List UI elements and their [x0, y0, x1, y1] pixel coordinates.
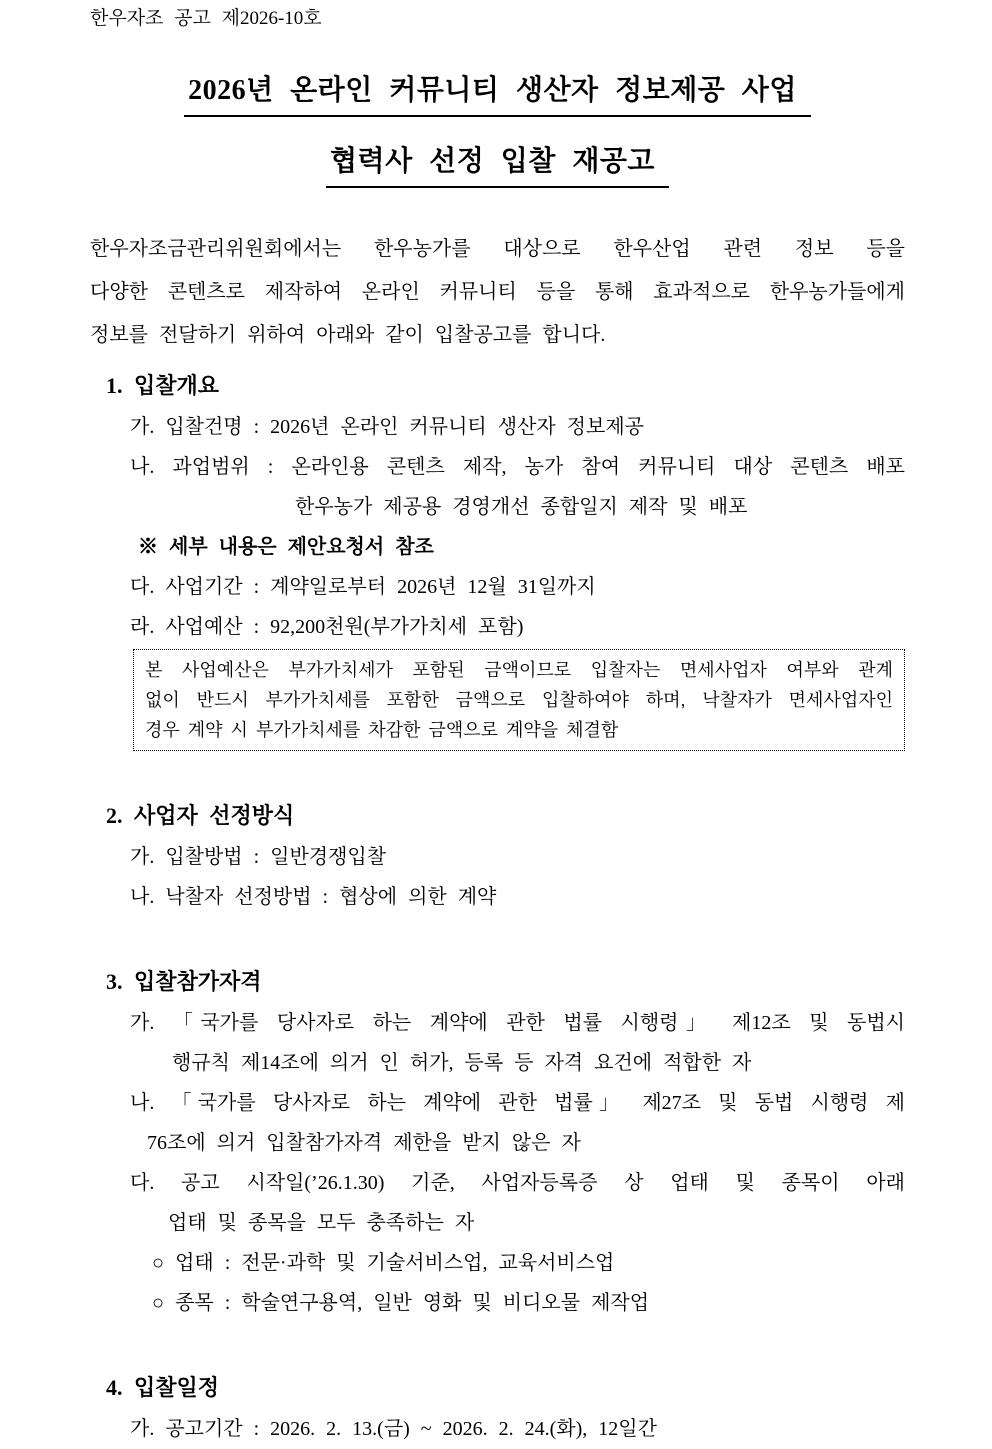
intro-line: 한우자조금관리위원회에서는 한우농가를 대상으로 한우산업 관련 정보 등을 — [90, 238, 905, 260]
doc-line: 나. 과업범위 : 온라인용 콘텐츠 제작, 농가 참여 커뮤니티 대상 콘텐츠 배포 — [130, 456, 905, 478]
doc-line: ○ 업태 : 전문·과학 및 기술서비스업, 교육서비스업 — [152, 1252, 615, 1274]
budget-note-line: 경우 계약 시 부가가치세를 차감한 금액으로 계약을 체결함 — [145, 720, 619, 740]
section-4 — [90, 1367, 905, 1449]
section-heading: 4. 입찰일정 — [106, 1375, 220, 1400]
section-heading: 2. 사업자 선정방식 — [106, 803, 295, 828]
sections-container — [90, 365, 905, 1449]
doc-line: 나. 「국가를 당사자로 하는 계약에 관한 법률」 제27조 및 동법 시행령 제 — [130, 1092, 905, 1114]
document-title-line1 — [90, 68, 905, 117]
document-title-text1: 2026년 온라인 커뮤니티 생산자 정보제공 사업 — [184, 68, 811, 117]
section-3 — [90, 961, 905, 1323]
intro-line: 정보를 전달하기 위하여 아래와 같이 입찰공고를 합니다. — [90, 324, 606, 346]
budget-note-line: 없이 반드시 부가가치세를 포함한 금액으로 입찰하여야 하며, 낙찰자가 면세사업자인 — [145, 690, 893, 710]
doc-line: 가. 「국가를 당사자로 하는 계약에 관한 법률 시행령」 제12조 및 동법시 — [130, 1012, 905, 1034]
document-title-text2: 협력사 선정 입찰 재공고 — [326, 139, 669, 188]
section-heading: 1. 입찰개요 — [106, 373, 220, 398]
document-title-line2 — [90, 139, 905, 188]
section-heading: 3. 입찰참가자격 — [106, 969, 262, 994]
budget-note-box — [133, 649, 905, 751]
budget-note-line: 본 사업예산은 부가가치세가 포함된 금액이므로 입찰자는 면세사업자 여부와 관계 — [145, 660, 893, 680]
doc-line: 다. 사업기간 : 계약일로부터 2026년 12월 31일까지 — [130, 576, 596, 598]
doc-line: 나. 낙찰자 선정방법 : 협상에 의한 계약 — [130, 886, 497, 908]
section-1 — [90, 365, 905, 751]
doc-line: 가. 입찰방법 : 일반경쟁입찰 — [130, 846, 387, 868]
doc-line: 다. 공고 시작일(’26.1.30) 기준, 사업자등록증 상 업태 및 종목이 아래 — [130, 1172, 905, 1194]
doc-number: 한우자조 공고 제2026-10호 — [90, 8, 322, 29]
section-2 — [90, 795, 905, 917]
doc-line: 업태 및 종목을 모두 충족하는 자 — [168, 1212, 475, 1234]
doc-line: 행규칙 제14조에 의거 인 허가, 등록 등 자격 요건에 적합한 자 — [172, 1052, 752, 1074]
doc-line: 가. 공고기간 : 2026. 2. 13.(금) ~ 2026. 2. 24.(화), 12일간 — [130, 1418, 657, 1440]
doc-line: 라. 사업예산 : 92,200천원(부가가치세 포함) — [130, 616, 524, 638]
doc-line: ○ 종목 : 학술연구용역, 일반 영화 및 비디오물 제작업 — [152, 1292, 650, 1314]
doc-line: 한우농가 제공용 경영개선 종합일지 제작 및 배포 — [295, 496, 748, 518]
document-title — [90, 68, 905, 188]
doc-line: 76조에 의거 입찰참가자격 제한을 받지 않은 자 — [147, 1132, 581, 1154]
intro-line: 다양한 콘텐츠로 제작하여 온라인 커뮤니티 등을 통해 효과적으로 한우농가들에게 — [90, 281, 905, 303]
doc-line: ※ 세부 내용은 제안요청서 참조 — [138, 536, 434, 558]
doc-line: 가. 입찰건명 : 2026년 온라인 커뮤니티 생산자 정보제공 — [130, 416, 644, 438]
intro-paragraph — [90, 228, 905, 357]
